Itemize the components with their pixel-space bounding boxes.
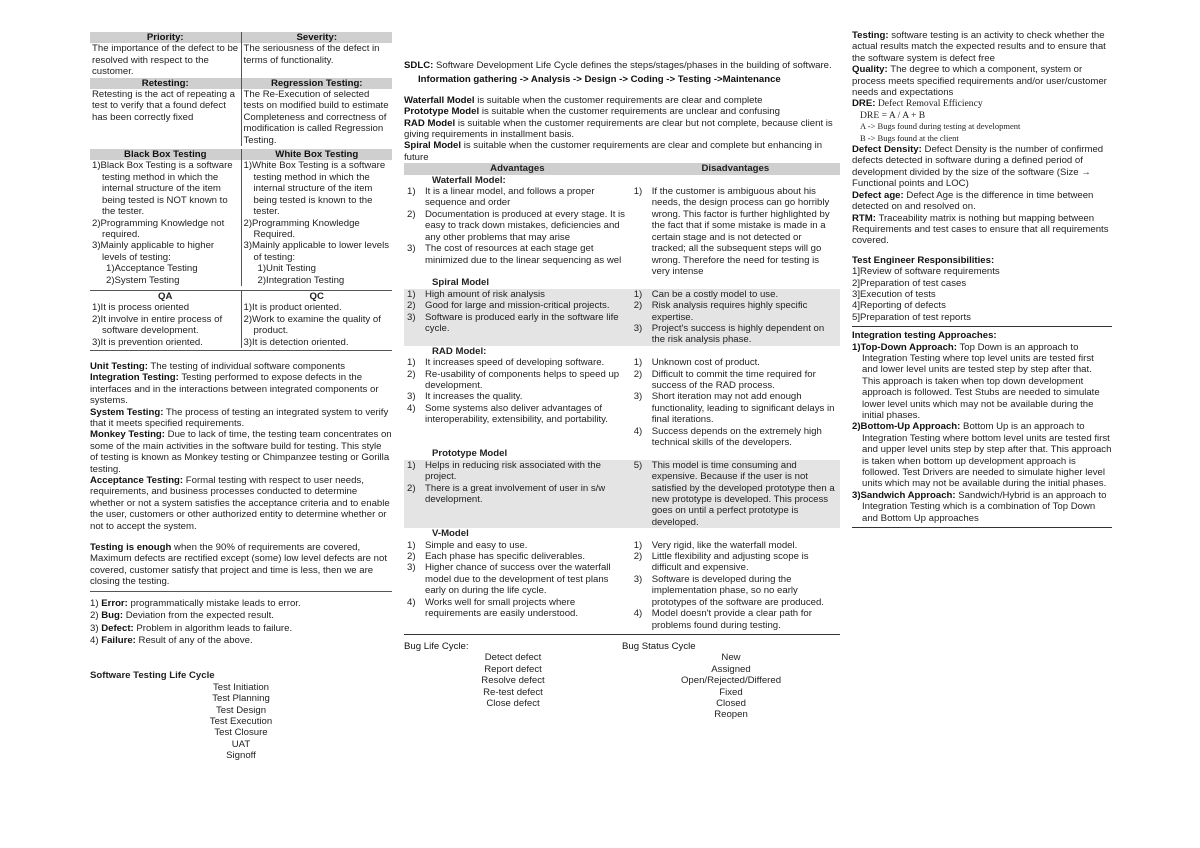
bug-status-step: Closed xyxy=(716,697,746,709)
bug-status-title: Bug Status Cycle xyxy=(622,640,696,652)
whitebox-title: White Box Testing xyxy=(241,149,392,160)
testing-types-definitions xyxy=(90,361,392,532)
bug-cycles xyxy=(404,641,840,721)
spiral-disadvantage: 1) Can be a costly model to use. xyxy=(633,288,779,300)
whitebox-item: 2)Programming Knowledge Required. xyxy=(243,217,360,240)
vmodel-disadvantage: 4) Model doesn't provide a clear path for problems found during testing. xyxy=(633,608,812,631)
integration-item: 3)Sandwich Approach: Sandwich/Hybrid is an approach to Integration Testing which is a combination of Top Down and Bottom Up approaches xyxy=(852,489,1107,524)
stlc-step: UAT xyxy=(231,738,251,750)
stlc-step: Test Closure xyxy=(214,727,268,739)
bug-status-step: Fixed xyxy=(719,686,743,698)
qa-item: 3)It is prevention oriented. xyxy=(92,336,203,348)
vmodel-advantage: 3) Higher chance of success over the waterfall model due to the development of test plans early on during the life cycle. xyxy=(407,562,611,597)
model-intro: Spiral Model is suitable when the customer requirements are clear and complete but enhancing in future xyxy=(404,140,823,163)
definition: Unit Testing: The testing of individual software components xyxy=(90,360,346,372)
left-column xyxy=(90,32,392,762)
blackbox-sub-item: 2)System Testing xyxy=(106,274,180,286)
stlc-step: Test Planning xyxy=(212,693,270,705)
retesting-title: Retesting: xyxy=(90,78,241,89)
rad-disadvantage: 3) Short iteration may not add enough functionality, leading to significant delays in final iterations. xyxy=(633,391,835,426)
blackbox-sub-item: 1)Acceptance Testing xyxy=(106,263,198,275)
definition: Integration Testing: Testing performed to expose defects in the interfaces and in the interactions between integrated components or systems. xyxy=(90,372,379,407)
bug-life-step: Re-test defect xyxy=(483,686,543,698)
test-engineer-responsibilities xyxy=(852,255,1112,323)
stlc-step: Signoff xyxy=(226,750,256,762)
waterfall-disadvantage: 1) If the customer is ambiguous about his needs, the design process can go horribly wrong. This factor is further highlighted by the fact that if some mistake is made in a certain stage and is not detected or tracked; all the subsequent steps will go wrong. Therefore the need for testing is very intense xyxy=(633,186,830,277)
spiral-title: Spiral Model xyxy=(432,277,490,289)
term-item: 1) Error: programmatically mistake leads to error. xyxy=(90,597,301,609)
bug-status-step: Assigned xyxy=(711,663,751,675)
integration-title: Integration testing Approaches: xyxy=(852,330,997,342)
rad-advantage: 3) It increases the quality. xyxy=(407,391,523,403)
middle-column xyxy=(404,60,840,721)
rad-disadvantage: 1) Unknown cost of product. xyxy=(633,357,760,369)
term-item: 3) Defect: Problem in algorithm leads to failure. xyxy=(90,622,293,634)
defect-density-definition: Defect Density: Defect Density is the number of confirmed defects detected in software during a defined period of development divided by the size of the software (Size → Functional points and LOC) xyxy=(852,144,1104,190)
integration-approaches xyxy=(852,330,1112,524)
prototype-title: Prototype Model xyxy=(432,448,508,460)
stlc-title: Software Testing Life Cycle xyxy=(90,670,215,682)
bug-status-step: Open/Rejected/Differed xyxy=(680,675,782,687)
dre-a: A -> Bugs found during testing at development xyxy=(860,121,1021,132)
stlc-step: Test Execution xyxy=(209,715,273,727)
stlc-step: Test Design xyxy=(215,704,267,716)
model-intro: Prototype Model is suitable when the customer requirements are unclear and confusing xyxy=(404,106,780,118)
bug-status-cycle xyxy=(622,641,840,721)
waterfall-advantage: 2) Documentation is produced at every stage. It is easy to track down mistakes, deficiencies and any other problems that may arise xyxy=(407,208,625,243)
blackbox-item: 1)Black Box Testing is a software testing method in which the internal structure of the item being tested is NOT known to the tester. xyxy=(92,160,233,218)
regression-text: The Re-Execution of selected tests on modified build to estimate Completeness and correctness of modification is called Regression Testing. xyxy=(241,89,392,146)
rtm-definition: RTM: Traceability matrix is nothing but mapping between Requirements and test cases to ensure that all requirements covered. xyxy=(852,212,1109,247)
qc-item: 3)It is detection oriented. xyxy=(243,336,349,348)
bug-life-step: Detect defect xyxy=(484,652,542,664)
advantages-header: Advantages xyxy=(404,163,631,174)
blackbox-title: Black Box Testing xyxy=(90,149,241,160)
severity-title: Severity: xyxy=(241,32,392,43)
regression-title: Regression Testing: xyxy=(241,78,392,89)
blackbox-whitebox-table xyxy=(90,149,392,286)
qa-item: 2)It involve in entire process of software development. xyxy=(92,313,223,337)
model-intro: Waterfall Model is suitable when the customer requirements are clear and complete xyxy=(404,94,763,106)
qc-title: QC xyxy=(241,290,392,302)
bug-life-step: Close defect xyxy=(486,697,540,709)
whitebox-item: 1)White Box Testing is a software testing method in which the internal structure of the item being tested is known to the tester. xyxy=(243,160,386,218)
integration-item: 2)Bottom-Up Approach: Bottom Up is an approach to Integration Testing where bottom level units are tested first and upper level units step by step after that. This approach is taken when bottom up development approach is followed. Test Drivers are needed to simulate higher level units which may not be available during the initial phases. xyxy=(852,421,1112,490)
rad-disadvantage: 4) Success depends on the extremely high technical skills of the developers. xyxy=(633,425,822,448)
bug-life-step: Resolve defect xyxy=(481,675,545,687)
rad-advantage: 1) It increases speed of developing software. xyxy=(407,357,605,369)
model-intro: RAD Model is suitable when the customer requirements are clear but not complete, because client is giving requirements in installment basis. xyxy=(404,117,833,141)
waterfall-title: Waterfall Model: xyxy=(432,174,506,186)
integration-item: 1)Top-Down Approach: Top Down is an approach to Integration Testing where top level units are tested first and lower level units are tested step by step after that. This approach is taken when top down development approach is followed. Test Stubs are needed to simulate lower level units which may not be available during the initial phases. xyxy=(852,341,1100,421)
sdlc-flow: Information gathering -> Analysis -> Design -> Coding -> Testing ->Maintenance xyxy=(418,74,781,86)
vmodel-advantage: 4) Works well for small projects where requirements are easily understood. xyxy=(407,596,579,620)
responsibilities-title: Test Engineer Responsibilities: xyxy=(852,254,995,266)
rad-advantage: 4) Some systems also deliver advantages of interoperability, extensibility, and portability. xyxy=(407,402,608,426)
whitebox-sub-item: 1)Unit Testing xyxy=(257,263,316,275)
sdlc-models-table xyxy=(404,163,840,631)
definition: System Testing: The process of testing an integrated system to verify that it meets specified requirements. xyxy=(90,406,389,429)
spiral-advantage: 3) Software is produced early in the software life cycle. xyxy=(407,311,619,334)
qc-item: 1)It is product oriented. xyxy=(243,302,342,314)
bug-life-cycle xyxy=(404,641,622,721)
waterfall-advantage: 1) It is a linear model, and follows a proper sequence and order xyxy=(407,186,595,209)
bug-life-title: Bug Life Cycle: xyxy=(404,640,469,652)
rad-title: RAD Model: xyxy=(432,345,487,357)
priority-severity-table xyxy=(90,32,392,146)
priority-title: Priority: xyxy=(90,32,241,43)
stlc-step: Test Initiation xyxy=(213,681,269,693)
spiral-disadvantage: 2) Risk analysis requires highly specific expertise. xyxy=(633,300,808,323)
blackbox-item: 3)Mainly applicable to higher levels of testing: xyxy=(92,240,215,263)
definition: Monkey Testing: Due to lack of time, the testing team concentrates on some of the main activities in the software build for testing. This style of testing is known as Monkey testing or Chimpanzee testing or Gorilla testing. xyxy=(90,429,392,475)
qa-title: QA xyxy=(158,290,173,302)
vmodel-advantage: 1) Simple and easy to use. xyxy=(407,539,528,551)
bug-status-step: Reopen xyxy=(714,709,748,721)
dre-b: B -> Bugs found at the client xyxy=(860,132,959,143)
vmodel-advantage: 2) Each phase has specific deliverables. xyxy=(407,551,585,563)
prototype-advantage: 1) Helps in reducing risk associated with the project. xyxy=(407,459,601,483)
severity-text: The seriousness of the defect in terms of functionality. xyxy=(241,43,392,77)
responsibility-item: 4]Reporting of defects xyxy=(852,300,946,312)
vmodel-disadvantage: 3) Software is developed during the implementation phase, so no early prototypes of the software are produced. xyxy=(633,573,824,608)
responsibility-item: 5]Preparation of test reports xyxy=(852,311,971,323)
spiral-advantage: 2) Good for large and mission-critical projects. xyxy=(407,300,610,312)
sdlc-definition: SDLC: Software Development Life Cycle defines the steps/stages/phases in the building of software. xyxy=(404,60,832,71)
quality-definition: Quality: The degree to which a component, system or process meets specified requirements and/or user/customer needs and expectations xyxy=(852,64,1107,99)
testing-enough-paragraph: Testing is enough when the 90% of requirements are covered, Maximum defects are rectified except (some) low level defects are not covered, customer satisfy that project and time is less, then we are closing the testing. xyxy=(90,542,387,588)
responsibility-item: 3]Execution of tests xyxy=(852,288,936,300)
term-item: 2) Bug: Deviation from the expected result. xyxy=(90,610,274,622)
qa-item: 1)It is process oriented xyxy=(92,302,190,314)
dre-definition: DRE: Defect Removal Efficiency xyxy=(852,98,983,110)
right-column xyxy=(852,30,1112,531)
disadvantages-header: Disadvantages xyxy=(631,163,840,174)
prototype-disadvantage: 5) This model is time consuming and expensive. Because if the user is not satisfied by the developed prototype then a new prototype is developed. This process goes on until a perfect prototype is developed. xyxy=(633,459,835,528)
definition: Acceptance Testing: Formal testing with respect to user needs, requirements, and business processes conducted to determine whether or not a system satisfies the acceptance criteria and to enable the user, customers or other authorized entity to determine whether or not to accept the system. xyxy=(90,475,390,532)
error-bug-defect-list xyxy=(90,598,392,647)
model-suitability xyxy=(404,95,840,163)
retesting-text: Retesting is the act of repeating a test to verify that a found defect has been correctly fixed xyxy=(92,89,235,123)
blackbox-item: 2)Programming Knowledge not required. xyxy=(92,217,225,240)
waterfall-advantage: 3) The cost of resources at each stage get minimized due to the linear sequencing as wel xyxy=(407,243,622,266)
testing-definition: Testing: software testing is an activity to check whether the actual results match the expected results and to ensure that the software system is defect free xyxy=(852,30,1106,64)
spiral-disadvantage: 3) Project's success is highly dependent on the risk analysis phase. xyxy=(633,322,825,346)
rad-advantage: 2) Re-usability of components helps to speed up development. xyxy=(407,368,620,391)
bug-life-step: Report defect xyxy=(484,663,542,675)
prototype-advantage: 2) There is a great involvement of user in s/w development. xyxy=(407,482,606,506)
defect-age-definition: Defect age: Defect Age is the difference in time between detected on and resolved on. xyxy=(852,189,1094,213)
spiral-advantage: 1) High amount of risk analysis xyxy=(407,288,545,300)
responsibility-item: 1]Review of software requirements xyxy=(852,266,1000,278)
dre-formula: DRE = A / A + B xyxy=(860,109,926,121)
stlc-steps xyxy=(90,682,392,762)
whitebox-item: 3)Mainly applicable to lower levels of testing: xyxy=(243,240,390,263)
responsibility-item: 2]Preparation of test cases xyxy=(852,277,967,289)
whitebox-sub-item: 2)Integration Testing xyxy=(257,274,345,286)
qc-item: 2)Work to examine the quality of product. xyxy=(243,313,381,337)
term-item: 4) Failure: Result of any of the above. xyxy=(90,634,253,646)
priority-text: The importance of the defect to be resolved with respect to the customer. xyxy=(92,43,239,78)
vmodel-disadvantage: 2) Little flexibility and adjusting scope is difficult and expensive. xyxy=(633,551,809,574)
bug-status-step: New xyxy=(721,652,741,664)
vmodel-disadvantage: 1) Very rigid, like the waterfall model. xyxy=(633,539,798,551)
vmodel-title: V-Model xyxy=(432,528,469,540)
rad-disadvantage: 2) Difficult to commit the time required for success of the RAD process. xyxy=(633,368,816,391)
qa-qc-table xyxy=(90,290,392,348)
